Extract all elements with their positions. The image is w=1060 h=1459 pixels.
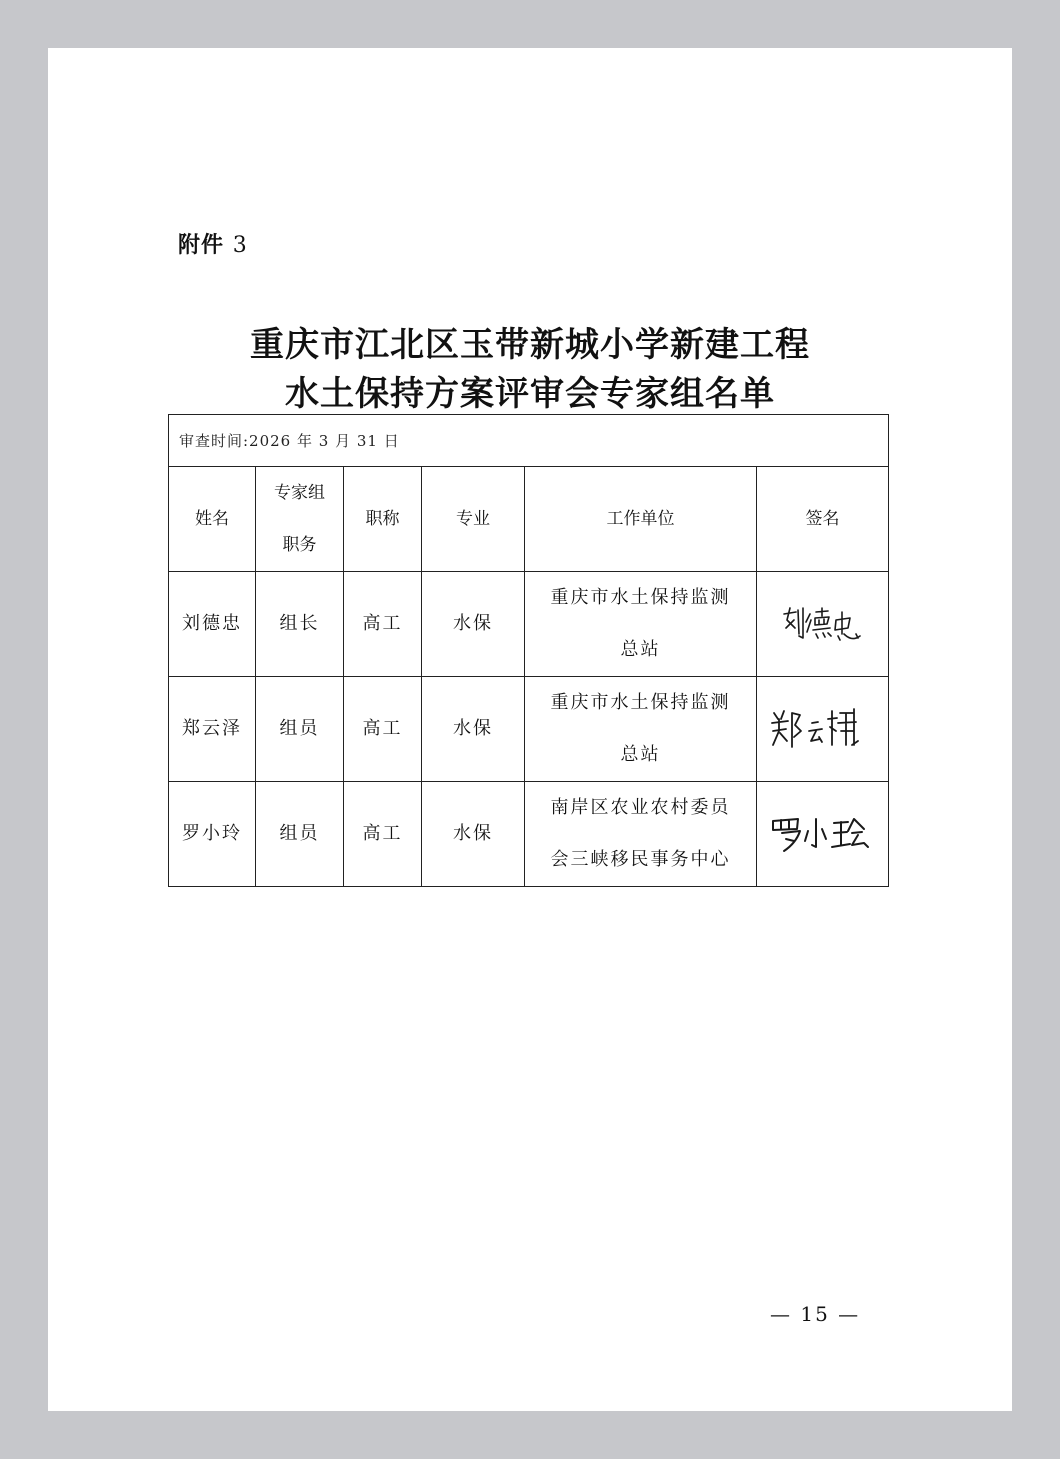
header-specialty: 专业	[422, 467, 525, 572]
signature-luo-xiaoling	[768, 809, 878, 859]
expert-name: 罗小玲	[169, 782, 256, 887]
document-title-line-1: 重庆市江北区玉带新城小学新建工程	[250, 325, 810, 365]
expert-list-table	[168, 414, 889, 887]
header-role-line-2: 职务	[282, 535, 317, 555]
handwritten-signature	[757, 782, 889, 887]
date-row	[169, 415, 889, 467]
expert-title: 高工	[344, 782, 422, 887]
table-row	[169, 677, 889, 782]
header-role-line-1: 专家组	[274, 483, 325, 503]
expert-role: 组长	[256, 572, 344, 677]
handwritten-signature	[757, 572, 889, 677]
expert-unit-line-1: 南岸区农业农村委员	[550, 797, 731, 818]
table-row	[169, 782, 889, 887]
attachment-label-text: 附件	[178, 233, 225, 258]
expert-role: 组员	[256, 782, 344, 887]
expert-unit	[525, 677, 757, 782]
expert-unit-line-1: 重庆市水土保持监测	[550, 587, 731, 608]
document-title-line-2: 水土保持方案评审会专家组名单	[285, 374, 775, 414]
document-page	[48, 48, 1012, 1411]
attachment-number: 3	[232, 233, 248, 258]
header-role	[256, 467, 344, 572]
expert-unit-line-2: 会三峡移民事务中心	[550, 849, 731, 870]
expert-unit	[525, 782, 757, 887]
expert-unit-line-2: 总站	[620, 639, 661, 660]
expert-unit-line-1: 重庆市水土保持监测	[550, 692, 731, 713]
header-name: 姓名	[169, 467, 256, 572]
header-title: 职称	[344, 467, 422, 572]
expert-specialty: 水保	[422, 782, 525, 887]
attachment-label	[178, 228, 248, 259]
expert-specialty: 水保	[422, 572, 525, 677]
expert-title: 高工	[344, 572, 422, 677]
signature-zheng-yunze	[768, 701, 878, 757]
signature-liu-dezhong	[778, 600, 868, 648]
table-row	[169, 572, 889, 677]
expert-role: 组员	[256, 677, 344, 782]
expert-name: 刘德忠	[169, 572, 256, 677]
page-number: — 15 —	[770, 1302, 861, 1326]
review-date: 审查时间:2026 年 3 月 31 日	[169, 415, 889, 467]
expert-unit-line-2: 总站	[620, 744, 661, 765]
expert-name: 郑云泽	[169, 677, 256, 782]
header-signature: 签名	[757, 467, 889, 572]
header-unit: 工作单位	[525, 467, 757, 572]
expert-specialty: 水保	[422, 677, 525, 782]
handwritten-signature	[757, 677, 889, 782]
expert-title: 高工	[344, 677, 422, 782]
expert-unit	[525, 572, 757, 677]
header-row	[169, 467, 889, 572]
